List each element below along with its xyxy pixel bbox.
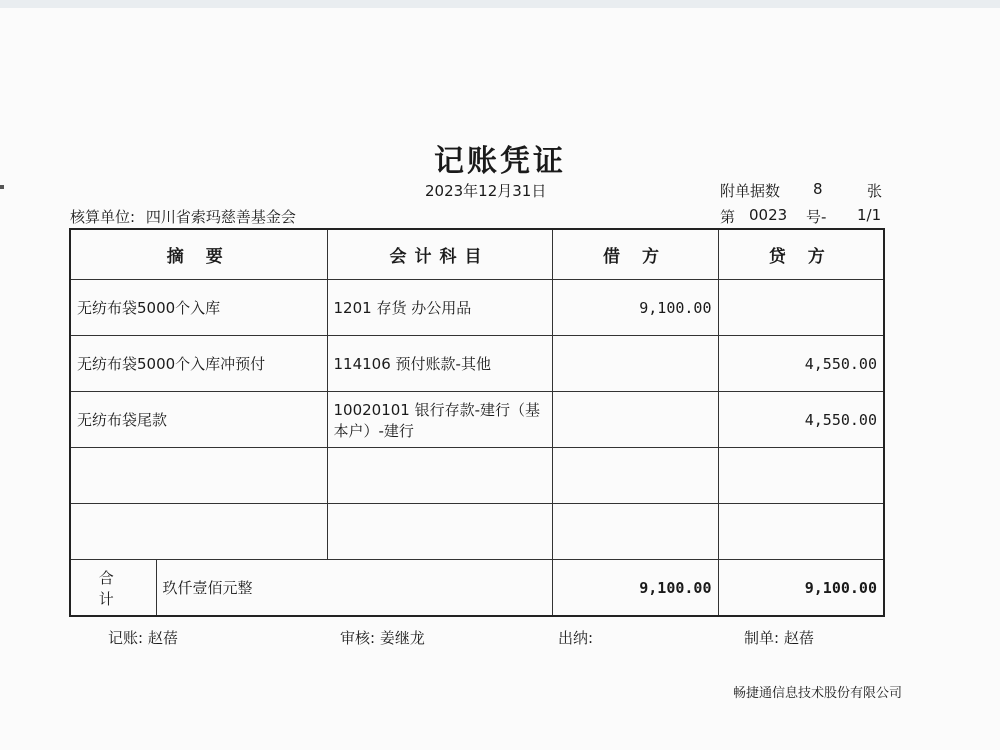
table-row bbox=[70, 336, 884, 392]
scan-mark bbox=[0, 185, 4, 189]
scan-top-band bbox=[0, 0, 1000, 8]
voucher-number bbox=[720, 206, 886, 226]
voucher-prefix: 第 bbox=[720, 208, 736, 226]
total-credit: 9,100.00 bbox=[718, 560, 884, 617]
voucher-number-value: 0023 bbox=[749, 206, 788, 224]
row-summary: 无纺布袋5000个入库 bbox=[70, 280, 327, 336]
software-company: 畅捷通信息技术股份有限公司 bbox=[733, 686, 903, 701]
row-summary: 无纺布袋5000个入库冲预付 bbox=[70, 336, 327, 392]
unit-name: 四川省索玛慈善基金会 bbox=[145, 208, 296, 226]
header-debit: 借 方 bbox=[552, 229, 718, 280]
row-account: 10020101 银行存款-建行（基本户）-建行 bbox=[327, 392, 552, 448]
voucher-page: 1/1 bbox=[857, 206, 882, 224]
table-header-row bbox=[70, 229, 884, 280]
preparer-signature: 制单: 赵蓓 bbox=[744, 629, 814, 647]
table-row bbox=[70, 280, 884, 336]
table-row bbox=[70, 448, 884, 504]
total-label: 合 计 bbox=[70, 560, 156, 617]
row-account bbox=[327, 504, 552, 560]
reviewer-signature: 审核: 姜继龙 bbox=[340, 629, 425, 647]
row-credit: 4,550.00 bbox=[718, 392, 884, 448]
voucher-date: 2023年12月31日 bbox=[425, 182, 547, 200]
total-amount-words: 玖仟壹佰元整 bbox=[156, 560, 552, 617]
bookkeeper-signature: 记账: 赵蓓 bbox=[108, 629, 178, 647]
header-account: 会计科目 bbox=[327, 229, 552, 280]
row-debit bbox=[552, 336, 718, 392]
table-row bbox=[70, 392, 884, 448]
row-debit: 9,100.00 bbox=[552, 280, 718, 336]
table-row bbox=[70, 504, 884, 560]
header-summary: 摘 要 bbox=[70, 229, 327, 280]
attachment-number: 8 bbox=[813, 180, 823, 198]
voucher-table bbox=[69, 228, 885, 617]
attachment-suffix: 张 bbox=[867, 182, 883, 200]
row-debit bbox=[552, 392, 718, 448]
row-credit: 4,550.00 bbox=[718, 336, 884, 392]
row-debit bbox=[552, 504, 718, 560]
document-title: 记账凭证 bbox=[434, 144, 566, 179]
row-credit bbox=[718, 448, 884, 504]
row-account: 114106 预付账款-其他 bbox=[327, 336, 552, 392]
total-debit: 9,100.00 bbox=[552, 560, 718, 617]
header-credit: 贷 方 bbox=[718, 229, 884, 280]
row-summary: 无纺布袋尾款 bbox=[70, 392, 327, 448]
accounting-unit bbox=[70, 206, 296, 227]
row-debit bbox=[552, 448, 718, 504]
row-summary bbox=[70, 448, 327, 504]
row-credit bbox=[718, 504, 884, 560]
voucher-suffix: 号- bbox=[806, 208, 827, 226]
row-account: 1201 存货 办公用品 bbox=[327, 280, 552, 336]
row-account bbox=[327, 448, 552, 504]
cashier-signature: 出纳: bbox=[558, 629, 594, 647]
row-credit bbox=[718, 280, 884, 336]
row-summary bbox=[70, 504, 327, 560]
unit-label: 核算单位: bbox=[70, 208, 136, 226]
total-row bbox=[70, 560, 884, 617]
attachment-label: 附单据数 bbox=[720, 182, 781, 200]
